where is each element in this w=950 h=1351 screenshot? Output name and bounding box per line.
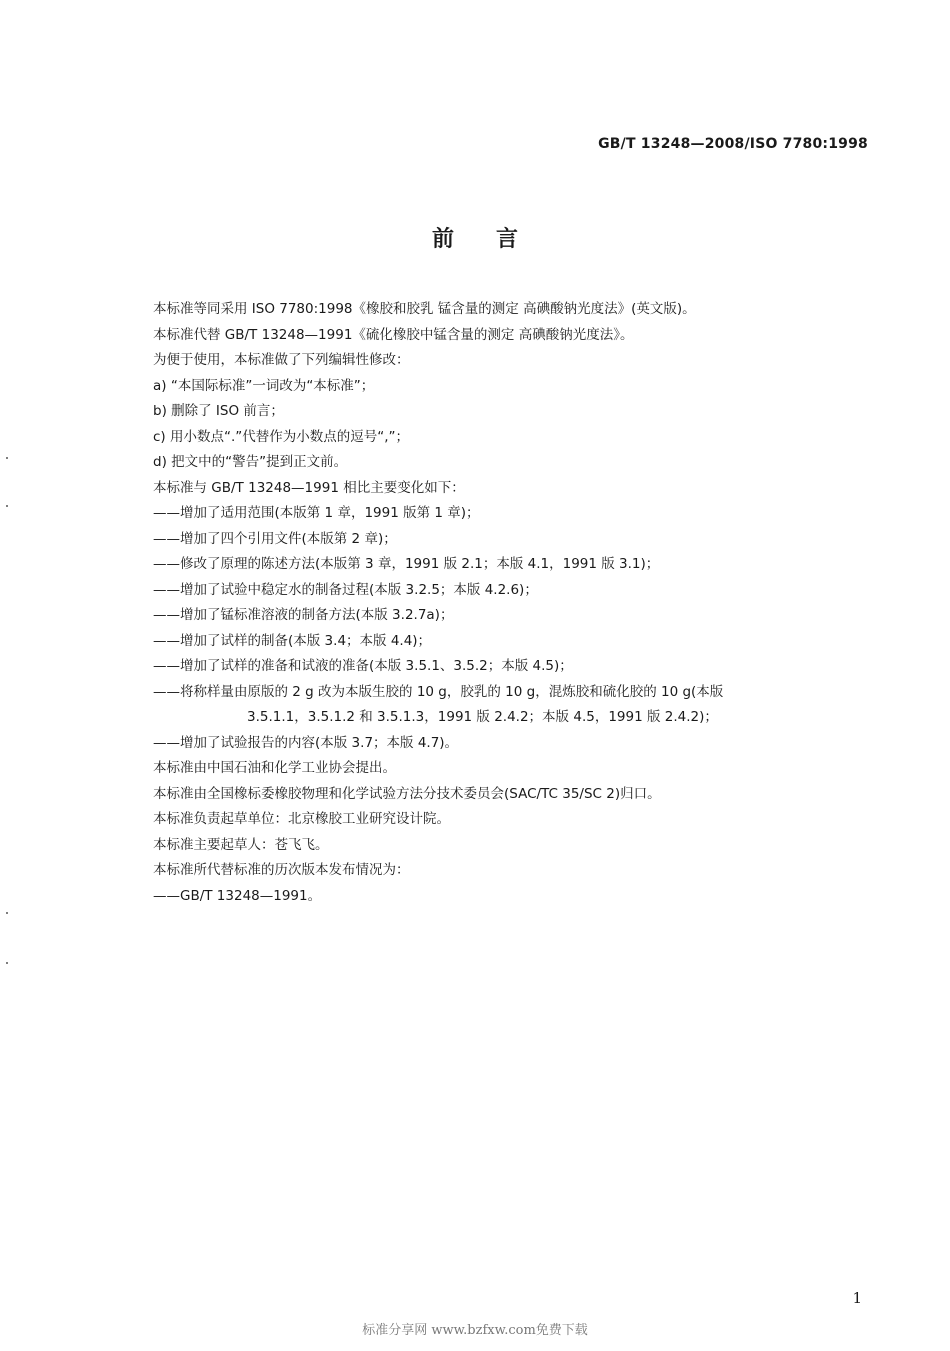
- page-title: 前言: [431, 227, 560, 252]
- paragraph-line: 本标准等同采用 ISO 7780:1998《橡胶和胶乳 锰含量的测定 高碘酸钠光度法》(英文版)。: [153, 301, 696, 317]
- paragraph-line: 为便于使用，本标准做了下列编辑性修改：: [153, 352, 410, 368]
- page-number: 1: [852, 1289, 862, 1307]
- scan-artifact: [6, 962, 8, 964]
- preface-body: [153, 297, 873, 909]
- list-item: c) 用小数点“.”代替作为小数点的逗号“,”；: [153, 428, 410, 445]
- paragraph-line: 本标准所代替标准的历次版本发布情况为：: [153, 862, 410, 878]
- change-item: ——GB/T 13248—1991。: [153, 887, 322, 904]
- footer-watermark: 标准分享网 www.bzfxw.com免费下载: [362, 1323, 588, 1338]
- change-item: ——增加了四个引用文件(本版第 2 章)；: [153, 530, 397, 547]
- standard-number: GB/T 13248—2008/ISO 7780:1998: [598, 136, 868, 152]
- list-item: b) 删除了 ISO 前言；: [153, 403, 284, 419]
- paragraph-line: 本标准主要起草人：苍飞飞。: [153, 836, 329, 853]
- paragraph-line: 本标准由全国橡标委橡胶物理和化学试验方法分技术委员会(SAC/TC 35/SC 2)归口。: [153, 785, 661, 802]
- change-item-continuation: 3.5.1.1，3.5.1.2 和 3.5.1.3，1991 版 2.4.2；本版 4.5，1991 版 2.4.2)；: [247, 709, 718, 725]
- change-item: ——增加了试样的准备和试液的准备(本版 3.5.1、3.5.2；本版 4.5)；: [153, 658, 573, 674]
- change-item: ——增加了试验报告的内容(本版 3.7；本版 4.7)。: [153, 734, 459, 751]
- list-item: a) “本国际标准”一词改为“本标准”；: [153, 377, 375, 394]
- paragraph-line: 本标准负责起草单位：北京橡胶工业研究设计院。: [153, 811, 450, 827]
- paragraph-line: 本标准由中国石油和化学工业协会提出。: [153, 760, 396, 776]
- change-item: ——增加了试验中稳定水的制备过程(本版 3.2.5；本版 4.2.6)；: [153, 581, 538, 598]
- paragraph-line: 本标准代替 GB/T 13248—1991《硫化橡胶中锰含量的测定 高碘酸钠光度法》。: [153, 326, 634, 343]
- change-item: ——将称样量由原版的 2 g 改为本版生胶的 10 g，胶乳的 10 g，混炼胶和硫化胶的 10 g(本版: [153, 683, 724, 700]
- change-item: ——增加了适用范围(本版第 1 章，1991 版第 1 章)；: [153, 505, 480, 521]
- change-item: ——增加了锰标准溶液的制备方法(本版 3.2.7a)；: [153, 607, 454, 623]
- paragraph-line: 本标准与 GB/T 13248—1991 相比主要变化如下：: [153, 479, 465, 496]
- scan-artifact: [6, 457, 8, 459]
- change-item: ——修改了原理的陈述方法(本版第 3 章，1991 版 2.1；本版 4.1，1991 版 3.1)；: [153, 556, 660, 572]
- change-item: ——增加了试样的制备(本版 3.4；本版 4.4)；: [153, 632, 432, 649]
- scan-artifact: [6, 505, 8, 507]
- list-item: d) 把文中的“警告”提到正文前。: [153, 454, 348, 470]
- scan-artifact: [6, 912, 8, 914]
